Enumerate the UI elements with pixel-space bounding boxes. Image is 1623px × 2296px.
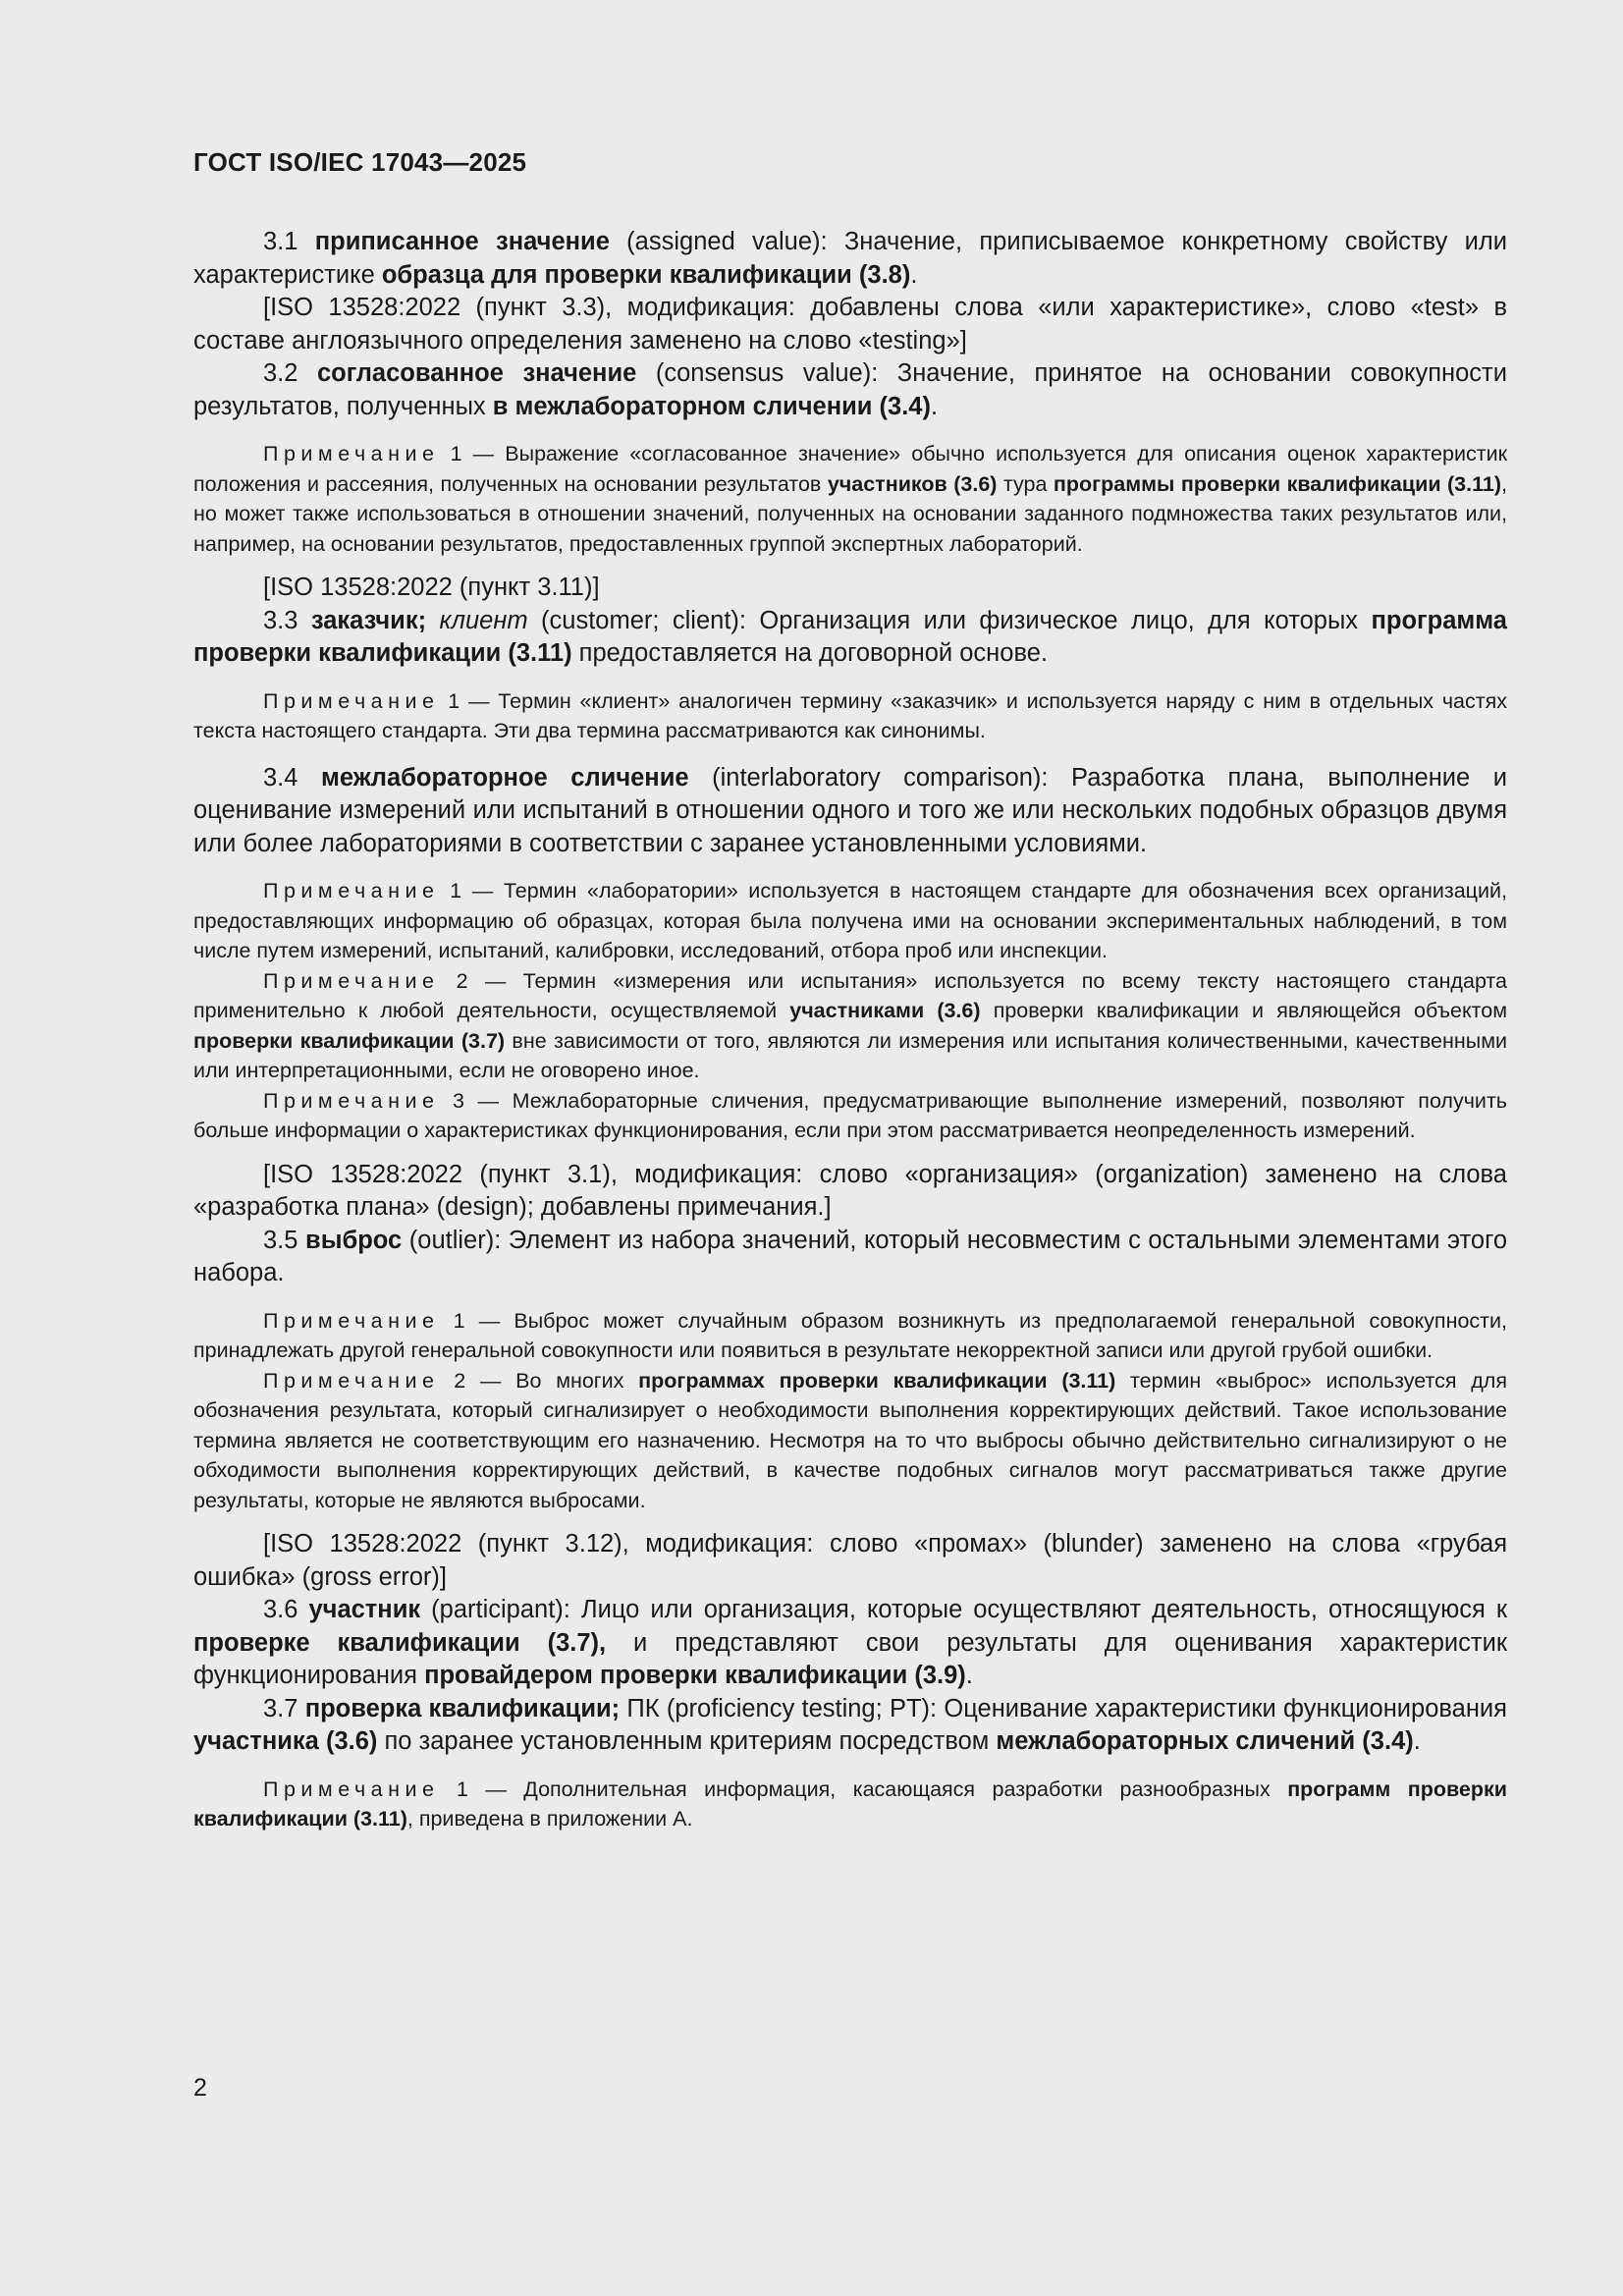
term-reference: участников (3.6) — [827, 471, 998, 496]
term-synonym: клиент — [439, 606, 528, 634]
term-reference: провайдером проверки квалификации (3.9) — [424, 1662, 966, 1689]
note-label: Примечание — [263, 1308, 440, 1333]
term-reference: программа проверки квалификации (3.11) — [193, 606, 1507, 667]
term-name: участник — [308, 1596, 421, 1623]
document-body — [193, 226, 1507, 1834]
note-label: Примечание — [263, 968, 440, 993]
term-name: межлабораторное сличение — [321, 763, 689, 792]
source-3-1: [ISO 13528:2022 (пункт 3.3), модификация: добавлены слова «или характеристике», слово «test» в составе англоязычного определения заменено на слово «testing»] — [193, 294, 1507, 355]
term-name: выброс — [305, 1226, 403, 1254]
term-3-1: 3.1 приписанное значение (assigned value): Значение, приписываемое конкретному свойству или характеристике образца для проверки квалификации (3.8). — [193, 228, 1507, 289]
source-3-4: [ISO 13528:2022 (пункт 3.1), модификация: слово «организация» (organization) заменено на слова «разработка плана» (design); добавлены примечания.] — [193, 1160, 1507, 1221]
term-3-5: 3.5 выброс (outlier): Элемент из набора значений, который несовместим с остальными элементами этого набора. — [193, 1226, 1507, 1286]
note-label: Примечание — [263, 442, 440, 465]
term-reference: в межлабораторном сличении (3.4) — [492, 392, 931, 420]
term-reference: участника (3.6) — [193, 1727, 378, 1755]
term-reference: образца для проверки квалификации (3.8) — [381, 260, 911, 289]
note-label: Примечание — [263, 1777, 440, 1801]
term-3-3: 3.3 заказчик; клиент (customer; client): Организация или физическое лицо, для которых программа проверки квалификации (3.11) предоставляется на договорной основе. — [193, 606, 1507, 667]
term-reference: программах проверки квалификации (3.11) — [638, 1368, 1116, 1393]
term-3-6: 3.6 участник (participant): Лицо или организация, которые осуществляют деятельность, относящуюся к проверке квалификации (3.7), и представляют свои результаты для оценивания характеристик функционирования провайдером проверки квалификации (3.9). — [193, 1596, 1507, 1689]
note-label: Примечание — [263, 879, 440, 902]
term-reference: участниками (3.6) — [789, 999, 981, 1022]
note-3-4-2: Примечание 2 — Термин «измерения или испытания» используется по всему тексту настоящего стандарта применительно к любой деятельности, осуществляемой участниками (3.6) проверки квалификации и являющейся объектом проверки квалификации (3.7) вне зависимости от того, являются ли измерения или испытания количественными, качественными или интерпретационными, если не оговорено иное. — [193, 968, 1507, 1082]
note-3-3-1: Примечание 1 — Термин «клиент» аналогичен термину «заказчик» и используется наряду с ним в отдельных частях текста настоящего стандарта. Эти два термина рассматриваются как синонимы. — [193, 688, 1507, 742]
term-reference: межлабораторных сличений (3.4) — [996, 1727, 1414, 1755]
term-reference: проверки квалификации (3.7) — [193, 1028, 506, 1053]
term-name: согласованное значение — [316, 359, 637, 387]
term-reference: программ проверки квалификации (3.11) — [193, 1777, 1508, 1831]
note-3-4-1: Примечание 1 — Термин «лаборатории» используется в настоящем стандарте для обозначения всех организаций, предоставляющих информацию об образцах, которая была получена ими на основании экспериментальных наблюдений, в том числе путем измерений, испытаний, калибровки, исследований, отбора проб или инспекции. — [193, 879, 1507, 962]
source-3-5: [ISO 13528:2022 (пункт 3.12), модификация: слово «промах» (blunder) заменено на слова «грубая ошибка» (gross error)] — [193, 1530, 1507, 1591]
note-3-5-2: Примечание 2 — Во многих программах проверки квалификации (3.11) термин «выброс» используется для обозначения результата, который сигнализирует о необходимости выполнения корректирующих действий. Такое использование термина является не соответствующим его назначению. Несмотря на то что выбросы обычно действительно сигнализируют о не обходимости выполнения корректирующих действий, в качестве подобных сигналов могут рассматриваться также другие результаты, которые не являются выбросами. — [193, 1368, 1507, 1512]
term-reference: проверке квалификации (3.7), — [193, 1628, 607, 1657]
page-number: 2 — [193, 2074, 207, 2102]
note-3-5-1: Примечание 1 — Выброс может случайным образом возникнуть из предполагаемой генеральной совокупности, принадлежать другой генеральной совокупности или появиться в результате некорректной записи или другой грубой ошибки. — [193, 1308, 1507, 1362]
term-3-2: 3.2 согласованное значение (consensus value): Значение, принятое на основании совокупности результатов, полученных в межлабораторном сличении (3.4). — [193, 359, 1507, 420]
note-3-2-1: Примечание 1 — Выражение «согласованное значение» обычно используется для описания оценок характеристик положения и рассеяния, полученных на основании результатов участников (3.6) тура программы проверки квалификации (3.11), но может также использоваться в отношении значений, полученных на основании заданного подмножества таких результатов или, например, на основании результатов, предоставленных группой экспертных лабораторий. — [193, 442, 1507, 556]
term-reference: программы проверки квалификации (3.11) — [1053, 471, 1501, 496]
note-3-7-1: Примечание 1 — Дополнительная информация, касающаяся разработки разнообразных программ проверки квалификации (3.11), приведена в приложении А. — [193, 1777, 1508, 1831]
page-header: ГОСТ ISO/IEC 17043—2025 — [193, 147, 527, 177]
term-3-7: 3.7 проверка квалификации; ПК (proficiency testing; PT): Оценивание характеристики функционирования участника (3.6) по заранее установленным критериям посредством межлабораторных сличений (3.4). — [193, 1694, 1507, 1755]
note-label: Примечание — [263, 1088, 440, 1113]
term-name: заказчик; — [310, 606, 427, 634]
note-3-4-3: Примечание 3 — Межлабораторные сличения, предусматривающие выполнение измерений, позволяют получить больше информации о характеристиках функционирования, если при этом рассматривается неопределенность измерений. — [193, 1088, 1507, 1142]
note-label: Примечание — [263, 1368, 440, 1393]
term-name: проверка квалификации; — [304, 1694, 621, 1722]
term-3-4: 3.4 межлабораторное сличение (interlaboratory comparison): Разработка плана, выполнение и оценивание измерений или испытаний в отношении одного и того же или нескольких подобных образцов двумя или более лабораториями в соответствии с заранее установленными условиями. — [193, 763, 1507, 857]
note-label: Примечание — [263, 688, 440, 713]
term-name: приписанное значение — [314, 228, 610, 255]
source-3-2: [ISO 13528:2022 (пункт 3.11)] — [263, 574, 600, 601]
